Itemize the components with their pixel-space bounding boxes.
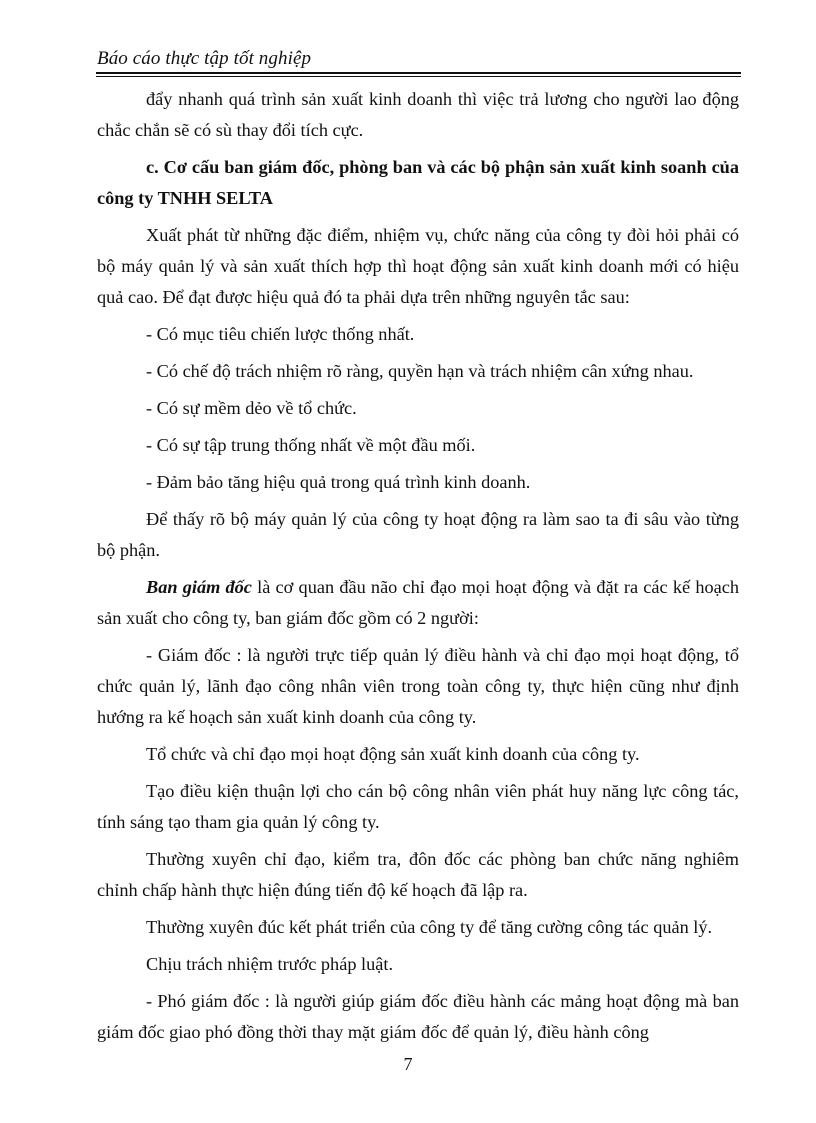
paragraph: Thường xuyên đúc kết phát triển của công ty để tăng cường công tác quản lý. [146, 917, 713, 937]
paragraph: Để thấy rõ bộ máy quản lý của công ty hoạt động ra làm sao ta đi sâu vào từng bộ phận. [97, 509, 739, 560]
paragraph: đẩy nhanh quá trình sản xuất kinh doanh thì việc trả lương cho người lao động chắc chắn sẽ có sù thay đổi tích cực. [97, 89, 739, 140]
board-paragraph [97, 572, 739, 634]
paragraph: Chịu trách nhiệm trước pháp luật. [146, 954, 394, 974]
bullet-item: - Đảm bảo tăng hiệu quả trong quá trình kinh doanh. [146, 472, 531, 492]
header-rule-thick [96, 72, 741, 74]
paragraph: - Phó giám đốc : là người giúp giám đốc điều hành các mảng hoạt động mà ban giám đốc giao phó đồng thời thay mặt giám đốc để quản lý, điều hành công [97, 991, 739, 1042]
bullet-item: - Có mục tiêu chiến lược thống nhất. [146, 324, 415, 344]
paragraph: Thường xuyên chỉ đạo, kiểm tra, đôn đốc các phòng ban chức năng nghiêm chỉnh chấp hành thực hiện đúng tiến độ kế hoạch đã lập ra. [97, 849, 739, 900]
board-description: là cơ quan đầu não chỉ đạo mọi hoạt động và đặt ra các kế hoạch sản xuất cho công ty, ban giám đốc gồm có 2 người: [97, 577, 739, 628]
document-body [97, 84, 739, 1054]
bullet-item: - Có sự tập trung thống nhất về một đầu mối. [146, 435, 476, 455]
section-heading: c. Cơ cấu ban giám đốc, phòng ban và các bộ phận sản xuất kinh soanh của công ty TNHH SELTA [97, 157, 739, 208]
bullet-item: - Có chế độ trách nhiệm rõ ràng, quyền hạn và trách nhiệm cân xứng nhau. [146, 361, 694, 381]
page-number: 7 [403, 1054, 413, 1074]
page-header-title: Báo cáo thực tập tốt nghiệp [97, 48, 312, 69]
paragraph: Xuất phát từ những đặc điểm, nhiệm vụ, chức năng của công ty đòi hỏi phải có bộ máy quản lý và sản xuất thích hợp thì hoạt động sản xuất kinh doanh mới có hiệu quả cao. Để đạt được hiệu quả đó ta phải dựa trên những nguyên tắc sau: [97, 225, 739, 307]
bullet-item: - Có sự mềm dẻo về tổ chức. [146, 398, 357, 418]
paragraph: - Giám đốc : là người trực tiếp quản lý điều hành và chỉ đạo mọi hoạt động, tổ chức quản lý, lãnh đạo công nhân viên trong toàn công ty, thực hiện cũng như định hướng ra kế hoạch sản xuất kinh doanh của công ty. [97, 645, 739, 727]
paragraph: Tổ chức và chỉ đạo mọi hoạt động sản xuất kinh doanh của công ty. [146, 744, 640, 764]
board-lead-term: Ban giám đốc [146, 577, 252, 597]
header-rule-thin [96, 76, 741, 77]
paragraph: Tạo điều kiện thuận lợi cho cán bộ công nhân viên phát huy năng lực công tác, tính sáng tạo tham gia quản lý công ty. [97, 781, 739, 832]
